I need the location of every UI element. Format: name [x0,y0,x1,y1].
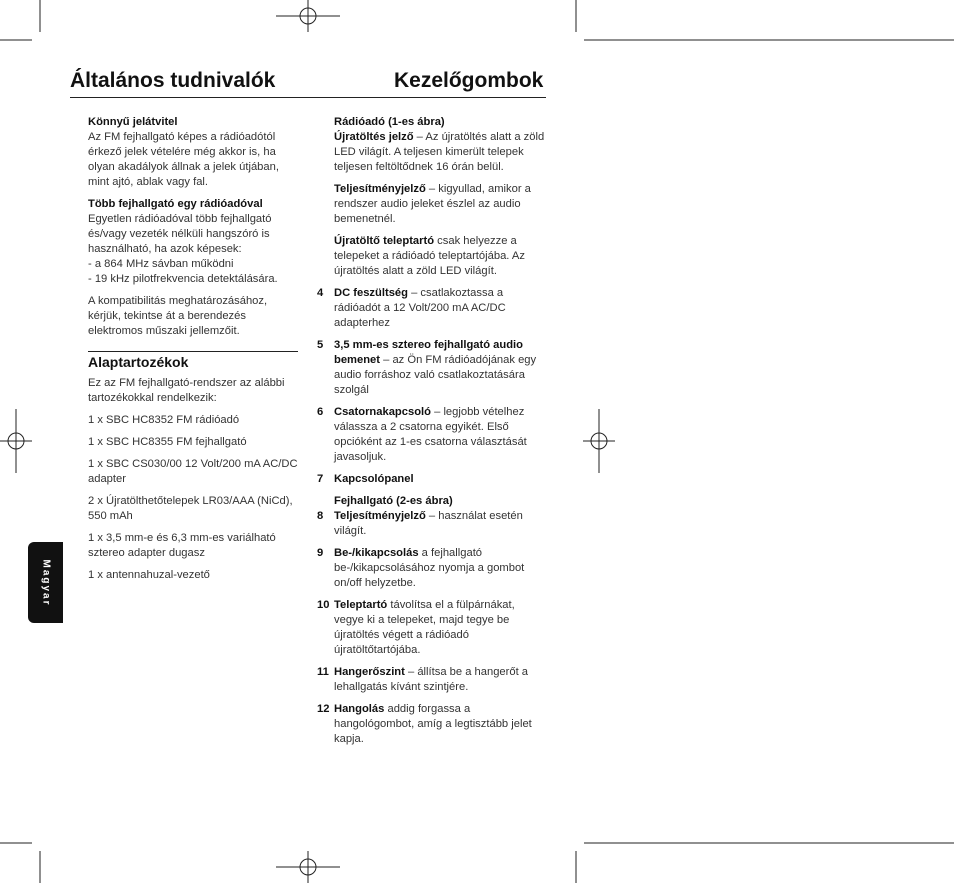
accessory-item: 1 x 3,5 mm-e és 6,3 mm-es variálható sztereo adapter dugasz [88,532,276,559]
control-label: Újratöltő teleptartó [334,235,435,247]
section-rule [88,351,298,352]
registration-mark-left [0,409,32,473]
control-label: Hangerőszint [334,666,405,678]
section-text-easy-transmission: Az FM fejhallgató képes a rádióadótól érkező jelek vételére még akkor is, ha olyan akadályok állnak a jelek útjában, mint ajtó, ablak vagy fal. [88,131,279,188]
section-text-multiple-headphones: Egyetlen rádióadóval több fejhallgató és/vagy vezeték nélküli hangszóró is használható, ha azok képesek: [88,213,272,255]
control-description: – legjobb vételhez válassza a 2 csatorna egyikét. Első opcióként az 1-es csatorna választását javasoljuk. [334,406,527,463]
accessories-title: Alaptartozékok [88,354,189,370]
control-label: Kapcsolópanel [334,473,414,485]
control-description: – Az újratöltés alatt a zöld LED világít. A teljesen kimerült telepek teljesen feltöltődnek 16 órán belül. [334,131,545,173]
accessory-item: 1 x antennahuzal-vezető [88,569,210,581]
control-label: Csatornakapcsoló [334,406,431,418]
item-number: 8 [317,510,324,522]
control-description: – használat esetén világít. [334,510,523,537]
accessory-item: 1 x SBC HC8355 FM fejhallgató [88,436,247,448]
right-page-title: Kezelőgombok [394,69,544,92]
control-description: – állítsa be a hangerőt a lehallgatás kívánt szintjére. [334,666,529,693]
item-number: 6 [317,406,324,418]
item-number: 7 [317,473,324,485]
language-tab-label: Magyar [40,558,51,607]
list-item: - 19 kHz pilotfrekvencia detektálására. [88,273,278,285]
item-number: 5 [317,339,324,351]
control-label: Teleptartó [334,599,388,611]
control-description: – kigyullad, amikor a rendszer audio jeleket észlel az audio bemenetnél. [334,183,531,225]
control-description: – az Ön FM rádióadójának egy audio forráshoz való csatlakoztatására szolgál [334,354,537,396]
control-label: Újratöltés jelző [334,131,414,143]
accessory-item: 1 x SBC HC8352 FM rádióadó [88,414,240,426]
control-label: Hangolás [334,703,385,715]
control-description: csak helyezze a telepeket a rádióadó teleptartójába. Az újratöltés alatt a zöld LED világít. [334,235,525,277]
radio-transmitter-heading: Rádióadó (1-es ábra) [334,116,445,128]
item-number: 4 [317,287,324,299]
left-column [88,115,298,590]
right-column [317,115,547,754]
control-description: addig forgassa a hangológombot, amíg a legtisztább jelet kapja. [334,703,532,745]
item-number: 10 [317,599,330,611]
registration-mark-bottom [276,851,340,883]
control-label: 3,5 mm-es sztereo fejhallgató audio bemenet [334,339,523,366]
language-tab [28,542,63,623]
left-page-title: Általános tudnivalók [70,69,276,92]
title-rule [70,97,546,98]
item-number: 9 [317,547,324,559]
item-number: 12 [317,703,330,715]
registration-mark-top [276,0,340,32]
control-description: távolítsa el a fülpárnákat, vegye ki a telepeket, majd tegye be újratöltés végett a rádióadó újratöltőtartójába. [334,599,515,656]
control-description: a fejhallgató be-/kikapcsolásához nyomja a gombot on/off helyzetbe. [334,547,525,589]
control-label: Be-/kikapcsolás [334,547,419,559]
accessory-item: 2 x Újratölthetőtelepek LR03/AAA (NiCd), 550 mAh [88,495,293,522]
control-label: Teljesítményjelző [334,510,426,522]
registration-mark-right [583,409,615,473]
control-label: DC feszültség [334,287,408,299]
section-text-compatibility: A kompatibilitás meghatározásához, kérjük, tekintse át a berendezés elektromos műszaki jellemzőit. [88,295,268,337]
control-description: – csatlakoztassa a rádióadót a 12 Volt/200 mA AC/DC adapterhez [334,287,506,329]
headphones-heading: Fejhallgató (2-es ábra) [334,495,453,507]
section-heading-easy-transmission: Könnyű jelátvitel [88,116,178,128]
section-heading-multiple-headphones: Több fejhallgató egy rádióadóval [88,198,263,210]
item-number: 11 [317,666,329,678]
accessory-item: 1 x SBC CS030/00 12 Volt/200 mA AC/DC adapter [88,458,298,485]
control-label: Teljesítményjelző [334,183,426,195]
list-item: - a 864 MHz sávban működni [88,258,234,270]
accessories-intro: Ez az FM fejhallgató-rendszer az alábbi tartozékokkal rendelkezik: [88,377,285,404]
